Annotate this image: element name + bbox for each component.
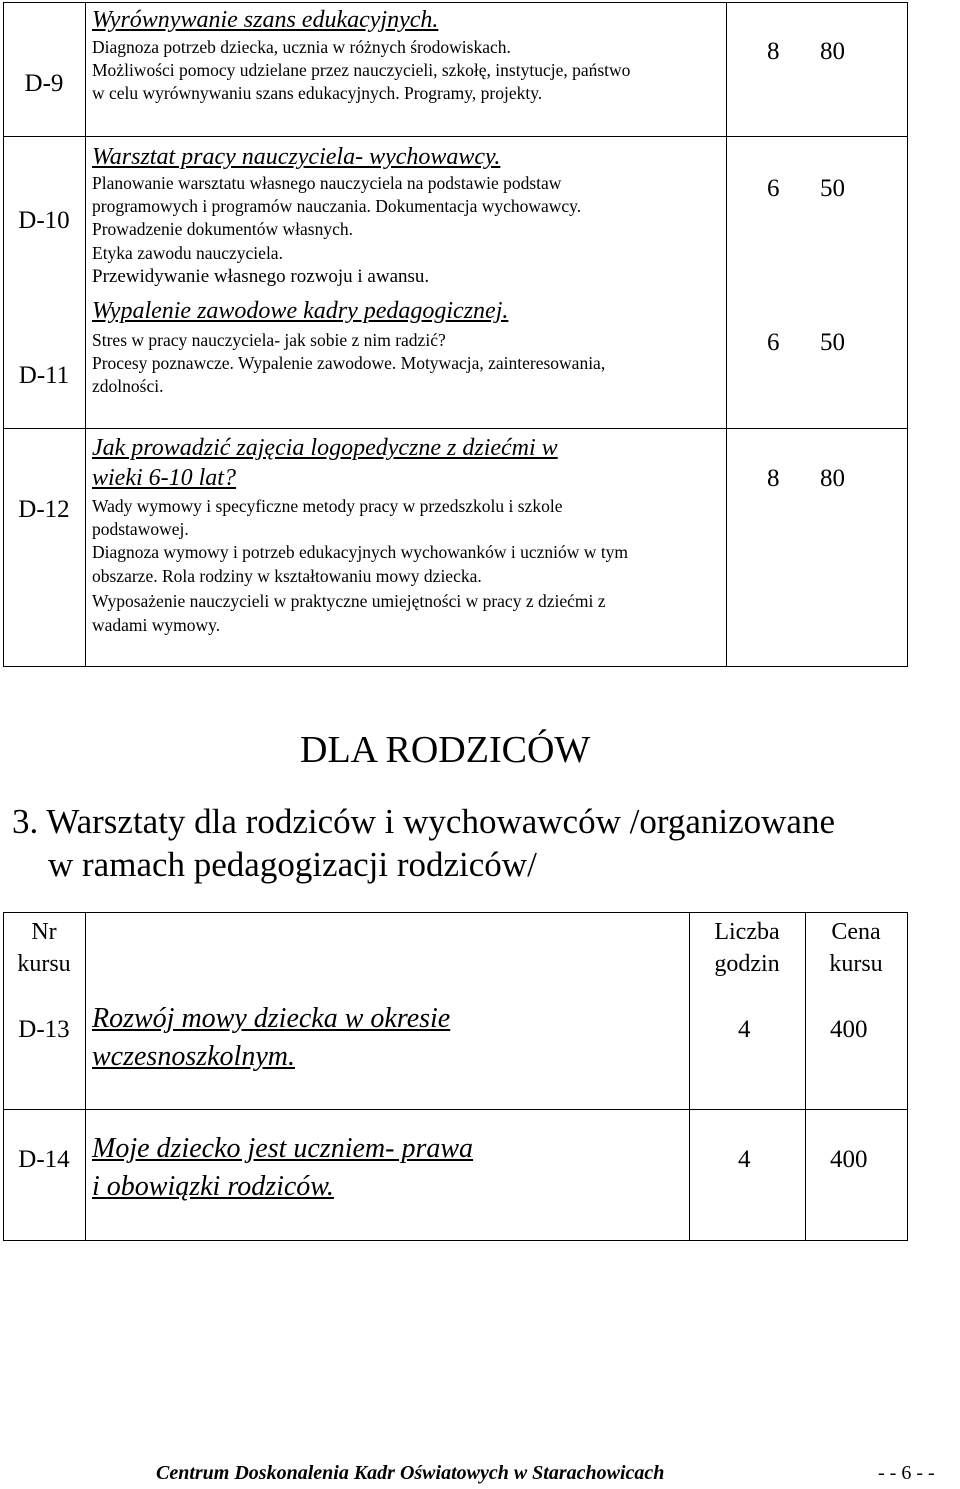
header-price: Cena [831, 919, 881, 945]
course-hours: 8 [767, 465, 780, 492]
subheading-line: 3. Warsztaty dla rodziców i wychowawców /organizowane [12, 802, 835, 841]
course-desc-line: Planowanie warsztatu własnego nauczyciela na podstawie podstaw [92, 173, 562, 193]
course-title-line: i obowiązki rodziców. [92, 1171, 334, 1202]
course-title: Wypalenie zawodowe kadry pedagogicznej. [92, 298, 509, 324]
course-desc-line: Procesy poznawcze. Wypalenie zawodowe. Motywacja, zainteresowania, [92, 353, 606, 373]
course-title-line: Rozwój mowy dziecka w okresie [92, 1003, 451, 1034]
header-nr: Nr [31, 919, 57, 945]
course-hours: 6 [767, 329, 780, 356]
course-desc-line: w celu wyrównywaniu szans edukacyjnych. Programy, projekty. [92, 83, 543, 103]
course-title-line: wieki 6-10 lat? [92, 465, 236, 491]
course-price: 50 [820, 175, 845, 202]
course-code: D-11 [18, 362, 70, 389]
course-hours: 6 [767, 175, 780, 202]
course-code: D-14 [18, 1146, 70, 1173]
course-desc-line: Możliwości pomocy udzielane przez nauczycieli, szkołę, instytucje, państwo [92, 60, 631, 80]
course-title-line: Jak prowadzić zajęcia logopedyczne z dziećmi w [92, 435, 558, 461]
course-code: D-9 [24, 70, 64, 97]
course-price: 50 [820, 329, 845, 356]
course-desc-line: zdolności. [92, 376, 164, 396]
course-price: 400 [830, 1146, 868, 1173]
course-code: D-10 [18, 207, 70, 234]
course-desc-line: Przewidywanie własnego rozwoju i awansu. [92, 266, 430, 287]
course-desc-line: Wady wymowy i specyficzne metody pracy w przedszkolu i szkole [92, 496, 563, 516]
course-title-line: wczesnoszkolnym. [92, 1041, 295, 1072]
course-desc-line: programowych i programów nauczania. Dokumentacja wychowawcy. [92, 196, 582, 216]
course-desc-line: podstawowej. [92, 519, 189, 539]
course-code: D-12 [18, 496, 70, 523]
subheading-line: w ramach pedagogizacji rodziców/ [48, 845, 537, 884]
header-hours: godzin [714, 951, 780, 977]
course-title: Wyrównywanie szans edukacyjnych. [92, 7, 439, 33]
course-hours: 4 [738, 1146, 751, 1173]
course-desc-line: Prowadzenie dokumentów własnych. [92, 219, 353, 239]
section-heading: DLA RODZICÓW [300, 729, 591, 771]
footer-institution: Centrum Doskonalenia Kadr Oświatowych w Starachowicach [156, 1462, 665, 1484]
course-title: Warsztat pracy nauczyciela- wychowawcy. [92, 144, 501, 170]
header-hours: Liczba [714, 919, 780, 945]
course-title-line: Moje dziecko jest uczniem- prawa [92, 1133, 474, 1164]
course-desc-line: Diagnoza potrzeb dziecka, ucznia w różnych środowiskach. [92, 37, 511, 57]
course-desc-line: Diagnoza wymowy i potrzeb edukacyjnych wychowanków i uczniów w tym [92, 542, 629, 562]
course-price: 400 [830, 1016, 868, 1043]
course-desc-line: Wyposażenie nauczycieli w praktyczne umiejętności w pracy z dziećmi z [92, 591, 606, 611]
course-hours: 8 [767, 38, 780, 65]
course-hours: 4 [738, 1016, 751, 1043]
header-nr: kursu [17, 951, 71, 977]
course-code: D-13 [18, 1016, 70, 1043]
course-desc-line: wadami wymowy. [92, 615, 221, 635]
course-price: 80 [820, 465, 845, 492]
course-price: 80 [820, 38, 845, 65]
course-desc-line: Etyka zawodu nauczyciela. [92, 243, 283, 263]
course-desc-line: obszarze. Rola rodziny w kształtowaniu mowy dziecka. [92, 566, 482, 586]
page-number: - - 6 - - [878, 1462, 935, 1484]
course-desc-line: Stres w pracy nauczyciela- jak sobie z nim radzić? [92, 330, 446, 350]
header-price: kursu [829, 951, 883, 977]
